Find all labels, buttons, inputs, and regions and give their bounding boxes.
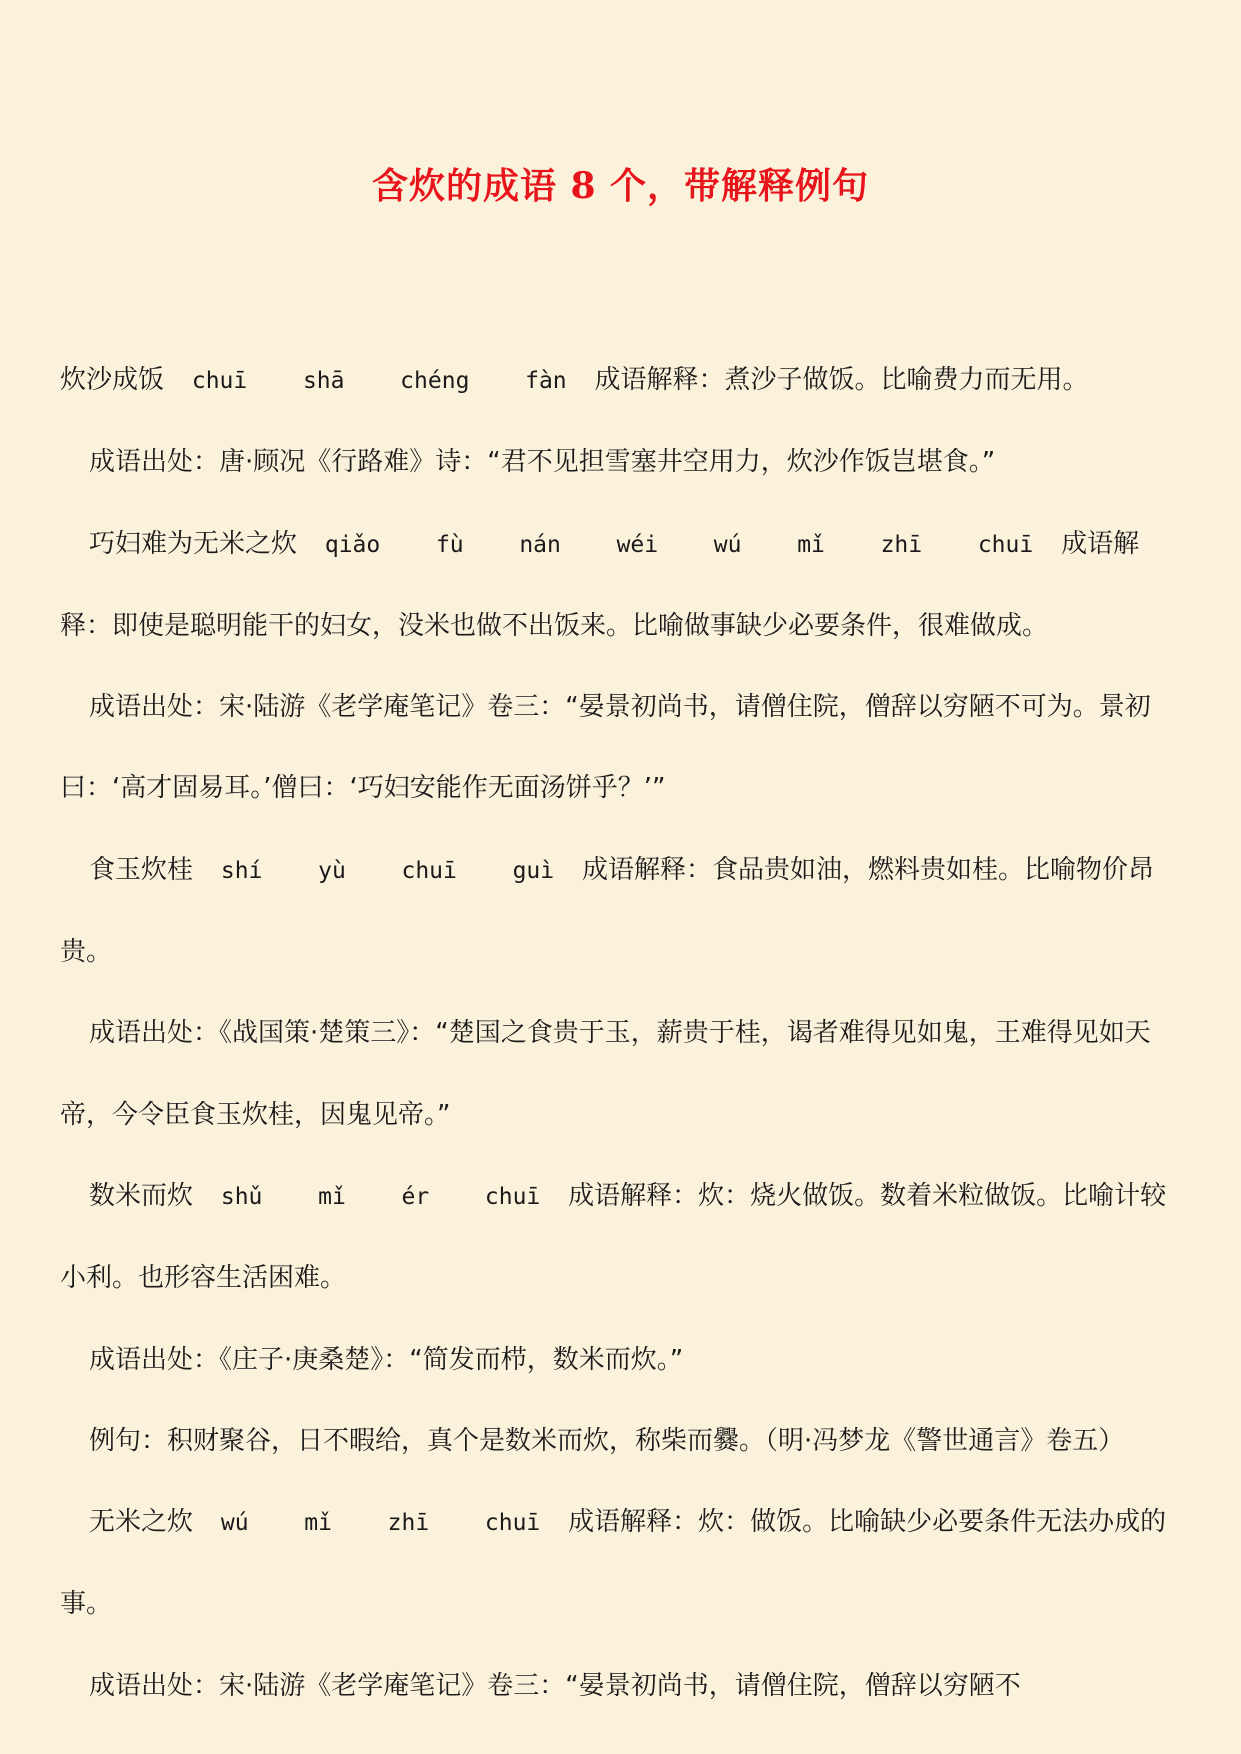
paragraph-4: [60, 667, 1184, 830]
idiom-pinyin: wú mǐ zhī chuī: [193, 1510, 569, 1537]
idiom-explanation: 成语解释：食品贵如油，燃料贵如桂。比喻物价昂贵。: [60, 854, 1154, 968]
idiom-explanation: 成语解释：炊：做饭。比喻缺少必要条件无法办成的事。: [60, 1507, 1167, 1620]
idiom-pinyin: shí yù chuī guì: [193, 857, 582, 884]
paragraph-1: [60, 340, 1184, 422]
idiom-explanation: 成语解释：即使是聪明能干的妇女，没米也做不出饭来。比喻做事缺少必要条件，很难做成。: [60, 528, 1140, 641]
paragraph-7: [60, 1156, 1184, 1320]
idiom-name: 巧妇难为无米之炊: [89, 528, 298, 559]
document-body: [60, 340, 1184, 1727]
idiom-explanation: 成语解释：炊：烧火做饭。数着米粒做饭。比喻计较小利。也形容生活困难。: [60, 1180, 1167, 1294]
idiom-name: 炊沙成饭: [60, 365, 165, 395]
paragraph-5: [60, 830, 1184, 994]
idiom-pinyin: qiǎo fù nán wéi wú mǐ zhī chuī: [297, 531, 1062, 558]
idiom-name: 食玉炊桂: [89, 854, 194, 885]
idiom-source: 成语出处：宋·陆游《老学庵笔记》卷三：“晏景初尚书，请僧住院，僧辞以穷陋不: [89, 1670, 1021, 1701]
idiom-explanation: 成语解释：煮沙子做饭。比喻费力而无用。: [594, 365, 1089, 395]
idiom-pinyin: shǔ mǐ ér chuī: [193, 1183, 569, 1210]
idiom-source: 成语出处：《战国策·楚策三》：“楚国之食贵于玉，薪贵于桂，谒者难得见如鬼，王难得见如天帝，今令臣食玉炊桂，因鬼见帝。”: [60, 1018, 1151, 1130]
idiom-name: 无米之炊: [89, 1507, 194, 1538]
idiom-source: 成语出处：宋·陆游《老学庵笔记》卷三：“晏景初尚书，请僧住院，僧辞以穷陋不可为。景初曰：‘高才固易耳。’僧曰：‘巧妇安能作无面汤饼乎？’”: [60, 692, 1151, 804]
paragraph-8: [60, 1320, 1184, 1401]
idiom-source: 成语出处：唐·顾况《行路难》诗：“君不见担雪塞井空用力，炊沙作饭岂堪食。”: [89, 447, 996, 478]
idiom-pinyin: chuī shā chéng fàn: [164, 368, 595, 394]
example-sentence: 例句：积财聚谷，日不暇给，真个是数米而炊，称柴而爨。（明·冯梦龙《警世通言》卷五）: [89, 1425, 1125, 1456]
paragraph-9: [60, 1401, 1184, 1482]
idiom-name: 数米而炊: [89, 1180, 194, 1211]
idiom-source: 成语出处：《庄子·庚桑楚》：“简发而栉，数米而炊。”: [89, 1344, 684, 1375]
paragraph-6: [60, 993, 1184, 1156]
document-title: 含炊的成语 8 个，带解释例句: [371, 165, 870, 207]
paragraph-10: [60, 1482, 1184, 1646]
paragraph-11: [60, 1646, 1184, 1727]
paragraph-3: [60, 504, 1184, 668]
paragraph-2: [60, 422, 1184, 503]
